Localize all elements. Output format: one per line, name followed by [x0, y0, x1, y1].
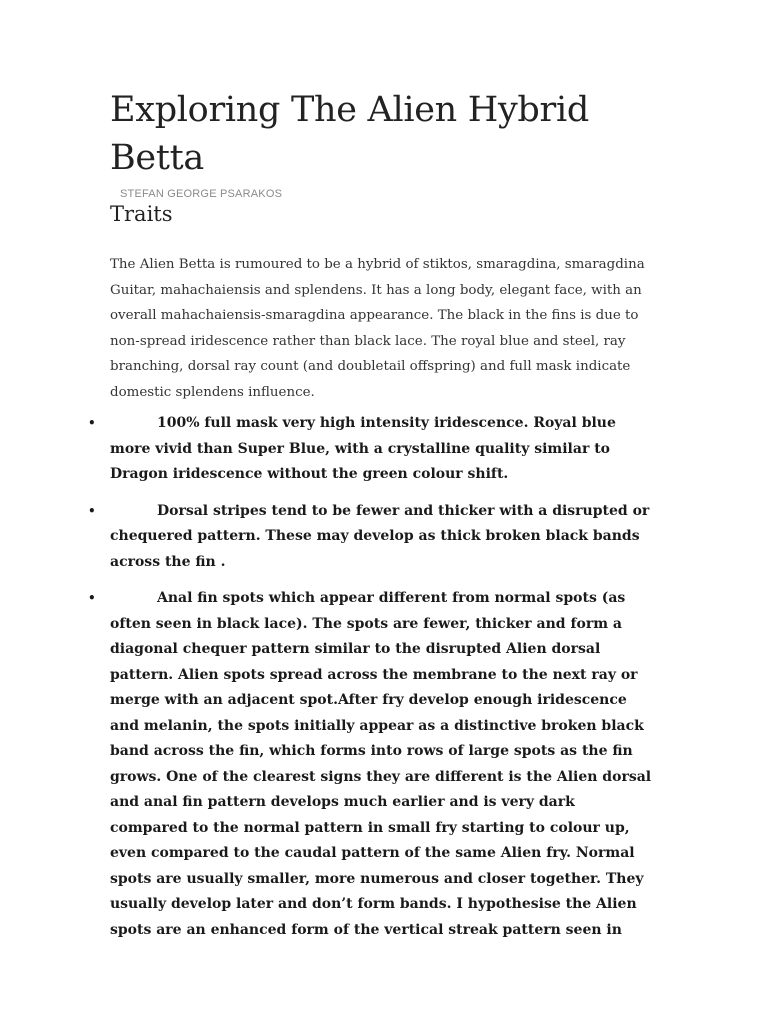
bullet-icon: •: [88, 591, 96, 605]
intro-paragraph: The Alien Betta is rumoured to be a hybrid of stiktos, smaragdina, smaragdina Guitar, mahachaiensis and splendens. It has a long body, elegant face, with an overall mahachaiensis-smaragdina appearance. The black in the fins is due to non-spread iridescence rather than black lace. The royal blue and steel, ray branching, dorsal ray count (and doubletail offspring) and full mask indicate domestic splendens influence.: [110, 257, 645, 400]
trait-item: [88, 411, 655, 488]
bullet-icon: •: [88, 503, 96, 518]
trait-item: [88, 499, 655, 576]
bullet-icon: •: [88, 416, 96, 430]
trait-text: 100% full mask very high intensity iridescence. Royal blue more vivid than Super Blue, with a crystalline quality similar to Dragon iridescence without the green colour shift.: [110, 415, 616, 482]
traits-list: [88, 411, 658, 943]
article-author[interactable]: STEFAN GEORGE PSARAKOS: [120, 188, 283, 200]
trait-text: Dorsal stripes tend to be fewer and thicker with a disrupted or chequered pattern. These may develop as thick broken black bands across the fin .: [110, 502, 650, 570]
article-title: Exploring The Alien Hybrid Betta: [110, 90, 589, 178]
trait-item: [88, 586, 655, 943]
section-heading-traits: Traits: [110, 202, 173, 226]
trait-text: Anal fin spots which appear different from normal spots (as often seen in black lace). The spots are fewer, thicker and form a diagonal chequer pattern similar to the disrupted Alien dorsal pattern. Alien spots spread across the membrane to the next ray or merge with an adjacent spot.After fry develop enough iridescence and melanin, the spots initially appear as a distinctive broken black band across the fin, which forms into rows of large spots as the fin grows. One of the clearest signs they are different is the Alien dorsal and anal fin pattern develops much earlier and is very dark compared to the normal pattern in small fry starting to colour up, even compared to the caudal pattern of the same Alien fry. Normal spots are usually smaller, more numerous and closer together. They usually develop later and don’t form bands. I hypothesise the Alien spots are an enhanced form of the vertical streak pattern seen in: [110, 590, 652, 938]
